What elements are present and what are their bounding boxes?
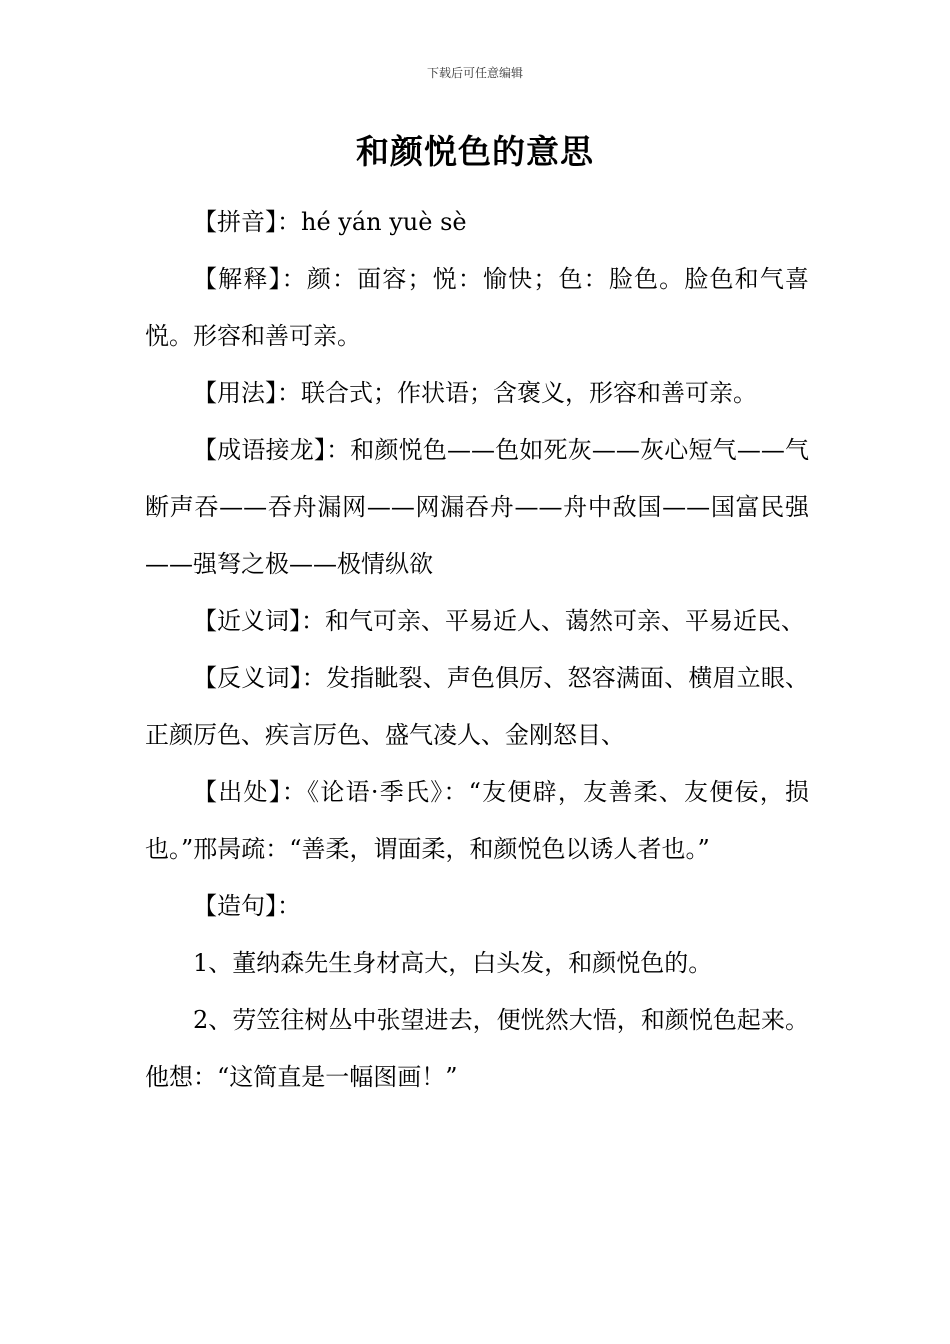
paragraph-example-1: 1、董纳森先生身材高大，白头发，和颜悦色的。 (193, 949, 713, 977)
document-body (145, 194, 809, 1106)
paragraph-idiom-chain: 【成语接龙】：和颜悦色——色如死灰——灰心短气——气断声吞——吞舟漏网——网漏吞舟——舟中敌国——国富民强——强弩之极——极情纵欲 (145, 436, 809, 578)
paragraph-example-2: 2、劳笠往树丛中张望进去，便恍然大悟，和颜悦色起来。他想：“这简直是一幅图画！” (145, 1006, 809, 1091)
page-header-note: 下载后可任意编辑 (426, 66, 523, 80)
paragraph-source: 【出处】：《论语·季氏》：“友便辟，友善柔、友便佞，损也。”邢昺疏：“善柔，谓面柔，和颜悦色以诱人者也。” (145, 778, 809, 863)
paragraph-sentence-heading: 【造句】： (193, 892, 301, 920)
paragraph-antonyms: 【反义词】：发指眦裂、声色俱厉、怒容满面、横眉立眼、正颜厉色、疾言厉色、盛气凌人、金刚怒目、 (145, 664, 809, 749)
document-title: 和颜悦色的意思 (356, 132, 594, 171)
paragraph-pinyin: 【拼音】：hé yán yuè sè (193, 208, 467, 236)
paragraph-explanation: 【解释】：颜：面容；悦：愉快；色：脸色。脸色和气喜悦。形容和善可亲。 (145, 265, 809, 350)
paragraph-usage: 【用法】：联合式；作状语；含褒义，形容和善可亲。 (193, 379, 757, 407)
paragraph-synonyms: 【近义词】：和气可亲、平易近人、蔼然可亲、平易近民、 (193, 607, 805, 635)
